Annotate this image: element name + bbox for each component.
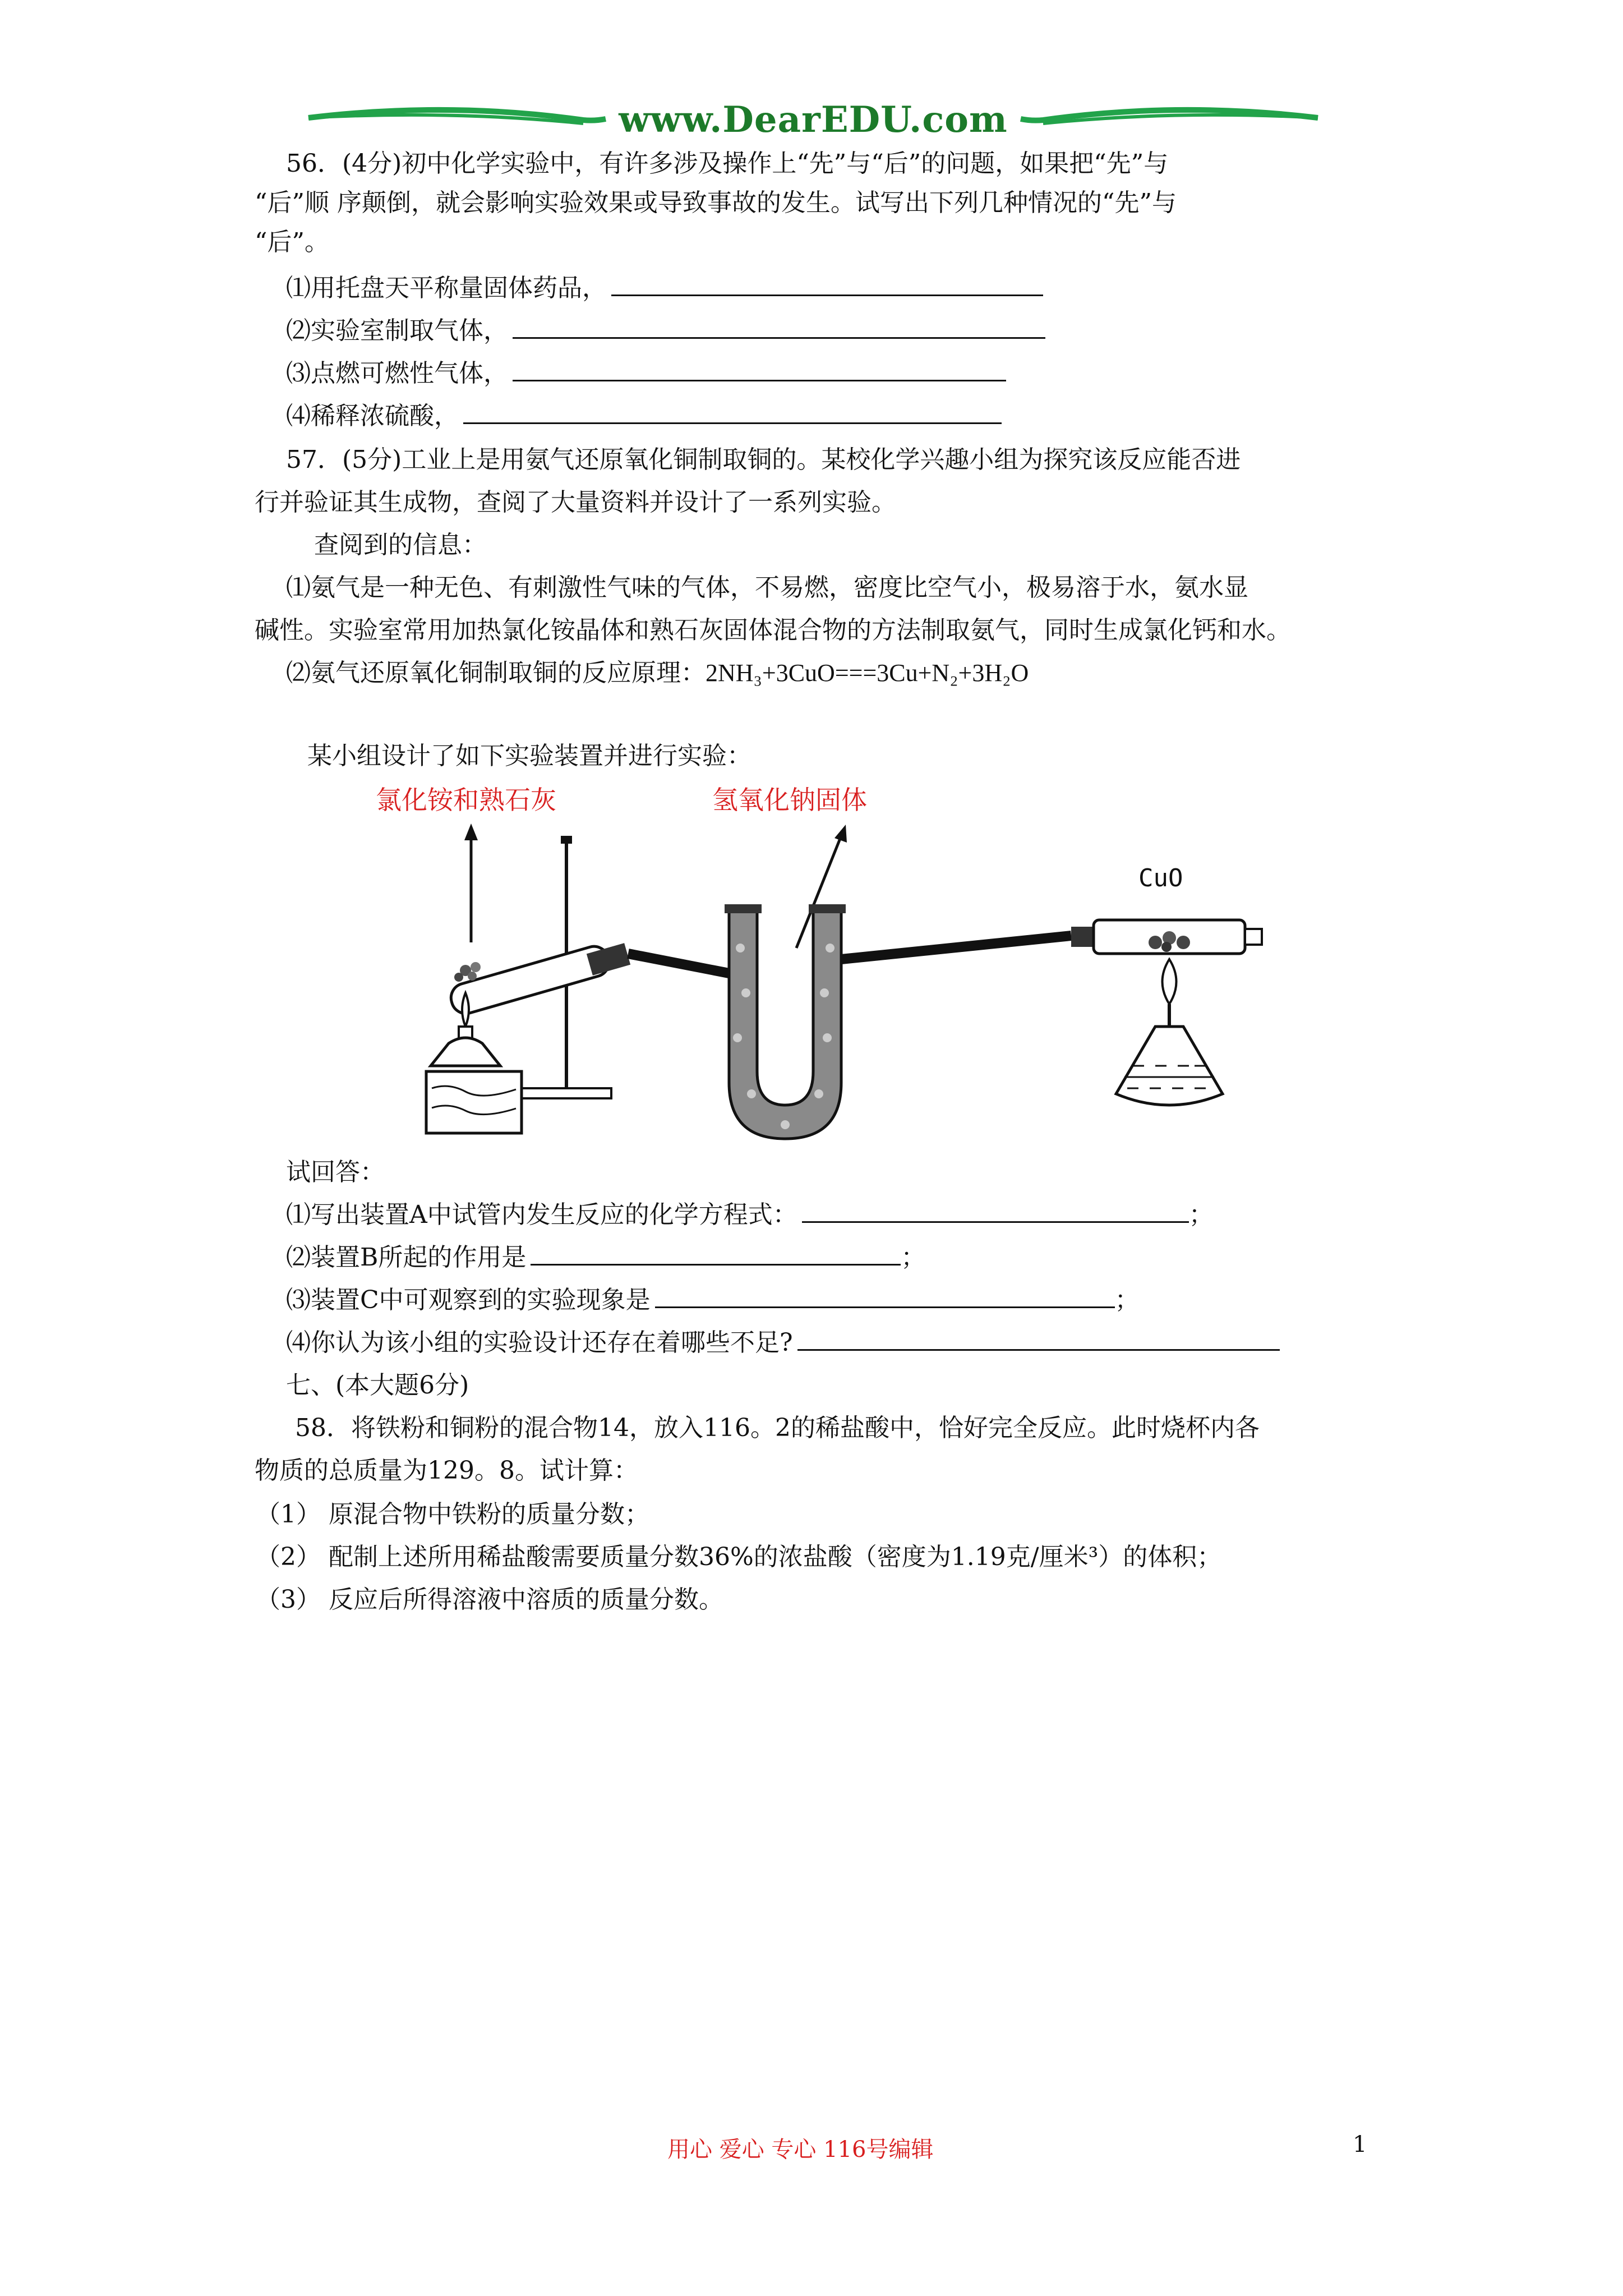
q56-item-1 xyxy=(286,272,1043,305)
header-logo xyxy=(303,95,1324,146)
q57-question-1-end: ； xyxy=(1188,1200,1214,1229)
reaction-equation: 2NH₃+3CuO===3Cu+N₂+3H₂O xyxy=(706,659,1029,687)
q57-info-title: 查阅到的信息： xyxy=(314,531,487,559)
apparatus-figure xyxy=(280,780,1458,1161)
label-ammonium-chloride-lime: 氯化铵和熟石灰 xyxy=(376,785,556,815)
q57-question-4-text: ⑷你认为该小组的实验设计还存在着哪些不足? xyxy=(286,1328,793,1357)
q56-item-4 xyxy=(286,399,1002,433)
q57-info-1a: ⑴氨气是一种无色、有刺激性气味的气体，不易燃，密度比空气小，极易溶于水，氨水显 xyxy=(286,573,1248,602)
device-b-u-tube xyxy=(725,904,846,1139)
q57-question-1-text: ⑴写出装置A中试管内发生反应的化学方程式： xyxy=(286,1200,797,1229)
q57-question-3 xyxy=(286,1283,1140,1317)
section-7-title: 七、(本大题6分) xyxy=(286,1371,469,1400)
q57-question-2-end: ； xyxy=(901,1243,926,1272)
label-cuo: CuO xyxy=(1138,864,1183,892)
answer-blank[interactable] xyxy=(531,1241,901,1266)
q57-question-2-text: ⑵装置B所起的作用是 xyxy=(286,1243,527,1272)
answer-blank[interactable] xyxy=(513,315,1045,339)
q58-intro-line-2: 物质的总质量为129。8。试计算： xyxy=(255,1456,638,1485)
q58-item-1: （1） 原混合物中铁粉的质量分数； xyxy=(256,1500,649,1529)
logo-text: www.DearEDU.com xyxy=(619,99,1008,141)
page-number: 1 xyxy=(1353,2132,1367,2157)
q57-info-2 xyxy=(286,656,1029,690)
q56-intro-line-1: 56．(4分)初中化学实验中，有许多涉及操作上“先”与“后”的问题，如果把“先”与 xyxy=(286,149,1169,178)
apparatus-drawing xyxy=(280,780,1458,1161)
answer-blank[interactable] xyxy=(802,1199,1189,1223)
device-a-heating-apparatus xyxy=(426,836,630,1133)
q57-question-3-end: ； xyxy=(1114,1286,1140,1314)
q56-item-4-text: ⑷稀释浓硫酸， xyxy=(286,402,459,430)
answer-blank[interactable] xyxy=(513,357,1006,381)
q56-intro-line-3: “后”。 xyxy=(255,228,329,256)
q56-item-3 xyxy=(286,357,1006,390)
connecting-tube xyxy=(841,936,1071,959)
arrow-icon xyxy=(464,823,478,942)
q56-item-2 xyxy=(286,314,1045,348)
answer-blank[interactable] xyxy=(463,400,1002,424)
q56-item-2-text: ⑵实验室制取气体， xyxy=(286,316,508,345)
q57-info-1b: 碱性。实验室常用加热氯化铵晶体和熟石灰固体混合物的方法制取氨气，同时生成氯化钙和水。 xyxy=(255,616,1291,645)
q57-intro-line-2: 行并验证其生成物，查阅了大量资料并设计了一系列实验。 xyxy=(255,488,896,517)
q57-question-1 xyxy=(286,1198,1214,1232)
answer-blank[interactable] xyxy=(611,272,1043,296)
q56-item-3-text: ⑶点燃可燃性气体， xyxy=(286,359,508,388)
q56-intro-line-2: “后”顺 序颠倒，就会影响实验效果或导致事故的发生。试写出下列几种情况的“先”与 xyxy=(255,188,1177,217)
q58-intro-line-1: 58．将铁粉和铜粉的混合物14，放入116。2的稀盐酸中，恰好完全反应。此时烧杯内各 xyxy=(295,1414,1260,1442)
q57-design-line: 某小组设计了如下实验装置并进行实验： xyxy=(307,742,751,770)
connecting-tube xyxy=(628,954,729,973)
q57-question-3-text: ⑶装置C中可观察到的实验现象是 xyxy=(286,1286,651,1314)
label-sodium-hydroxide-solid: 氢氧化钠固体 xyxy=(712,785,867,815)
q57-question-2 xyxy=(286,1241,925,1274)
q57-info-2-prefix: ⑵氨气还原氧化铜制取铜的反应原理： xyxy=(286,659,706,687)
q57-question-4 xyxy=(286,1326,1280,1360)
q58-item-3: （3） 反应后所得溶液中溶质的质量分数。 xyxy=(256,1585,723,1614)
answer-blank[interactable] xyxy=(655,1284,1115,1308)
q58-item-2: （2） 配制上述所用稀盐酸需要质量分数36%的浓盐酸（密度为1.19克/厘米³）的体积； xyxy=(256,1543,1222,1571)
q56-item-1-text: ⑴用托盘天平称量固体药品， xyxy=(286,274,607,302)
q57-intro-line-1: 57．(5分)工业上是用氨气还原氧化铜制取铜的。某校化学兴趣小组为探究该反应能否进 xyxy=(286,445,1241,474)
q57-answer-title: 试回答： xyxy=(286,1158,385,1186)
answer-blank[interactable] xyxy=(797,1327,1280,1351)
device-c-combustion-tube xyxy=(1071,920,1262,1105)
footer-text: 用心 爱心 专心 116号编辑 xyxy=(667,2137,934,2162)
